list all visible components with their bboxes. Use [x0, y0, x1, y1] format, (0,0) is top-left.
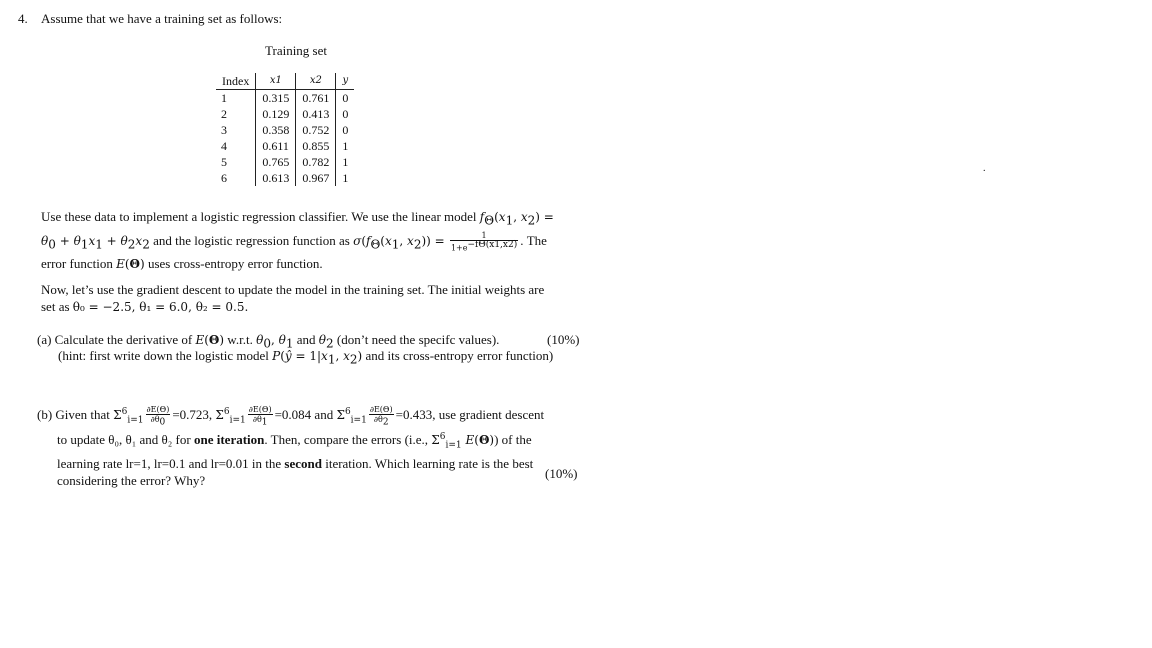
- training-set-table: [216, 73, 354, 186]
- cell-y: 0: [336, 90, 355, 107]
- table-row: [216, 154, 354, 170]
- cell-y: 0: [336, 122, 355, 138]
- cell-x2: 0.752: [296, 122, 336, 138]
- part-a-and: and: [296, 332, 316, 347]
- cell-index: 2: [221, 107, 227, 121]
- part-a-hint-a: (hint: first write down the logistic model: [58, 348, 269, 363]
- part-b-line1: (b) Given that $\Sigma^6_{i=1}$ $\frac{\partial E(\Theta)}{\partial\theta_0}$ =0.723, $\Sigma^6_{i=1}$ $\frac{\partial E(\Theta)}{\partial\theta_1}$ =0.084 and $\Sigma^6_{i=1}$ $\frac{\partial E(\Theta)}{\partial\theta_2}$ =0.433, use gradient descent: [37, 404, 545, 428]
- part-b-line4: considering the error? Why?: [57, 472, 206, 488]
- paragraph1-text-a: Use these data to implement a logistic regression classifier. We use the linear model: [41, 209, 477, 224]
- cell-index: 1: [221, 91, 227, 105]
- cell-index: 6: [221, 171, 227, 185]
- header-y: y: [336, 73, 355, 90]
- paragraph2-text-b: set as: [41, 299, 70, 314]
- table-row: [216, 138, 354, 154]
- cell-x1: 0.358: [256, 122, 296, 138]
- cell-x2: 0.413: [296, 106, 336, 122]
- part-b-line3a: learning rate lr=1, lr=0.1 and lr=0.01 in the: [57, 455, 282, 471]
- part-b-v2: 0.433,: [402, 407, 436, 422]
- table-caption: Training set: [265, 43, 327, 58]
- part-b-v1: 0.084 and: [281, 407, 334, 422]
- paragraph-weights: [41, 281, 586, 316]
- part-b-v0: 0.723,: [179, 407, 213, 422]
- part-b-line3b: second: [284, 455, 322, 471]
- cell-y: 1: [336, 170, 355, 186]
- cell-x1: 0.765: [256, 154, 296, 170]
- part-b-line3: [37, 455, 582, 472]
- part-a-percent: (10%): [547, 332, 580, 347]
- cell-x1: 0.129: [256, 106, 296, 122]
- initial-weights: θ₀ = −2.5, θ₁ = 6.0, θ₂ = 0.5.: [72, 300, 249, 314]
- part-b-line2: to update θ₀, θ₁ and θ₂ for one iteration. Then, compare the errors (i.e., $\Sigma^6_{i=1}$ E(Θ)) of the: [57, 432, 532, 451]
- header-x1: x1: [256, 73, 296, 90]
- paragraph1-text-c: The: [526, 232, 547, 248]
- cell-y: 1: [336, 154, 355, 170]
- part-b-line2a: to update θ₀, θ₁ and θ₂ for: [57, 432, 191, 448]
- question-intro: Assume that we have a training set as follows:: [41, 11, 283, 26]
- paragraph2-text-a: Now, let’s use the gradient descent to update the model in the training set. The initial weights are: [41, 282, 545, 297]
- cell-x2: 0.782: [296, 154, 336, 170]
- cell-x1: 0.315: [256, 90, 296, 107]
- part-b-line2c: . Then, compare the errors (i.e.,: [264, 432, 429, 448]
- cell-x1: 0.611: [256, 138, 296, 154]
- table-row: [216, 170, 354, 186]
- part-a-line1: (a) Calculate the derivative of E(Θ) w.r.t. $\theta_0$, $\theta_1$ and $\theta_2$ (don’t need the specifc values).: [37, 332, 500, 351]
- table-row: [216, 90, 354, 107]
- sigmoid-fraction: $\frac{1}{1+e^{-f\Theta(x1,x2)}}$: [450, 230, 518, 253]
- part-b-line2b: one iteration: [193, 432, 265, 448]
- paragraph-model: Use these data to implement a logistic regression classifier. We use the linear model $f_\Theta(x_1$, $x_2$) = $\theta_0 + \theta_1x_1 + \theta_2x_2$ and the logistic regression function as $\sigma(f_\Theta(x_1$, $x_2$)) = $\frac{1}{1+e^{-f\Theta(x1,x2)}}$ . The error function E(Θ) uses cross-entropy error function.: [41, 209, 554, 272]
- cell-y: 0: [336, 106, 355, 122]
- table-header-row: [216, 73, 354, 90]
- part-b-line2d: ) of the: [494, 432, 532, 448]
- part-b-line3c: iteration. Which learning rate is the best: [325, 455, 534, 471]
- paragraph1-text-d: error function: [41, 256, 113, 272]
- part-a-hint-b: and its cross-entropy error function): [365, 348, 554, 363]
- header-x2: x2: [296, 73, 336, 90]
- stray-mark: .: [983, 163, 986, 174]
- paragraph1-text-e: uses cross-entropy error function.: [147, 256, 323, 272]
- table-row: [216, 122, 354, 138]
- cell-index: 4: [221, 139, 227, 153]
- cell-x2: 0.761: [296, 90, 336, 107]
- cell-x1: 0.613: [256, 170, 296, 186]
- part-a-wrt: w.r.t.: [227, 332, 253, 347]
- cell-y: 1: [336, 138, 355, 154]
- part-a-hint: (hint: first write down the logistic model P(ŷ = $1|x_1$, $x_2$) and its cross-entropy error function): [58, 348, 554, 367]
- question-number: 4.: [18, 11, 28, 26]
- cell-x2: 0.855: [296, 138, 336, 154]
- cell-x2: 0.967: [296, 170, 336, 186]
- part-a-label: (a) Calculate the derivative of: [37, 332, 193, 347]
- part-a-tail: (don’t need the specifc values).: [336, 332, 500, 347]
- part-b-label: (b) Given that: [37, 407, 110, 422]
- part-b: [37, 404, 582, 489]
- header-index: Index: [222, 74, 250, 88]
- part-b-percent: (10%): [545, 466, 578, 481]
- table-row: [216, 106, 354, 122]
- paragraph1-text-b: and the logistic regression function as: [153, 232, 350, 248]
- cell-index: 3: [221, 123, 227, 137]
- part-b-tail1: use gradient descent: [438, 407, 545, 422]
- cell-index: 5: [221, 155, 227, 169]
